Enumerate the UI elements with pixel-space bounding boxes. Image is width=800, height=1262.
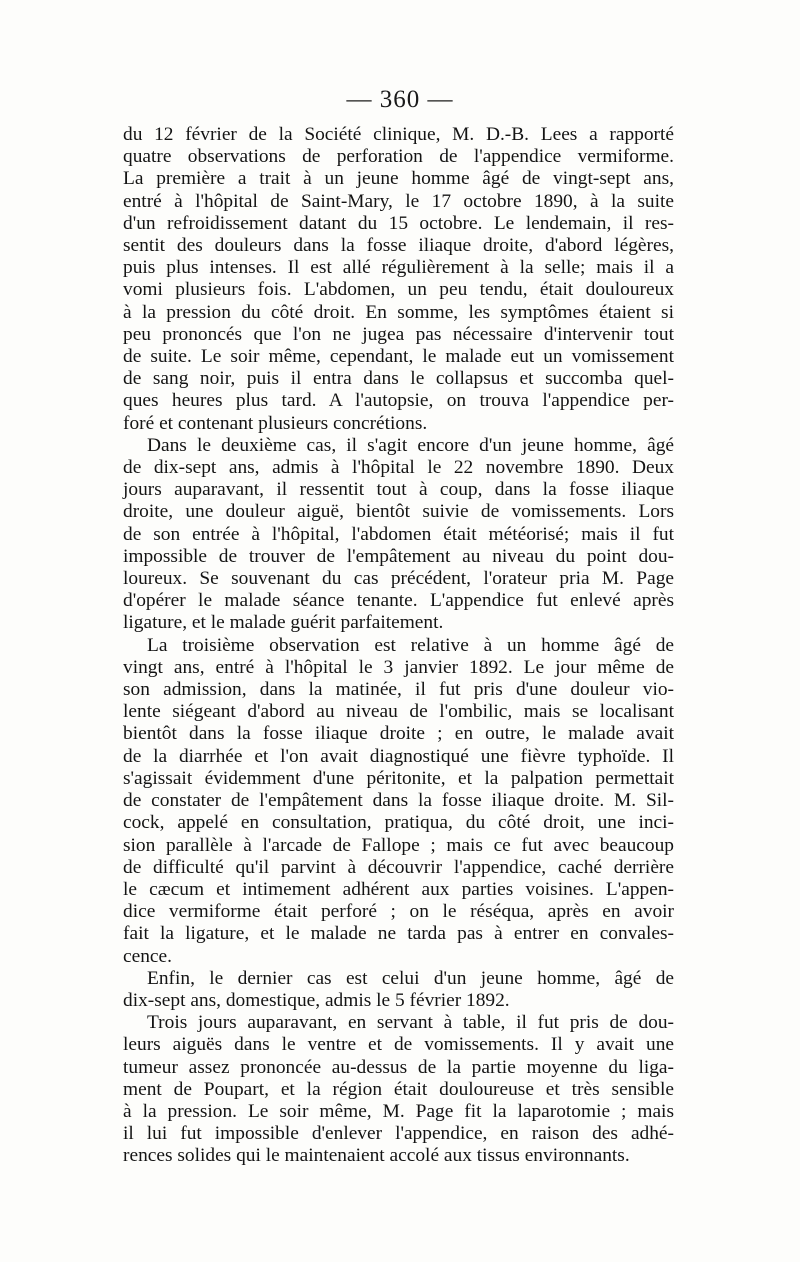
text-line: tumeur assez prononcée au-dessus de la partie moyenne du liga- [123,1056,674,1078]
text-line: son admission, dans la matinée, il fut pris d'une douleur vio- [123,679,674,701]
text-line: de la diarrhée et l'on avait diagnostiqué une fièvre typhoïde. Il [123,745,674,767]
text-line: entré à l'hôpital de Saint-Mary, le 17 octobre 1890, à la suite [123,190,674,212]
text-line: il lui fut impossible d'enlever l'appendice, en raison des adhé- [123,1123,674,1145]
text-line: sentit des douleurs dans la fosse iliaque droite, d'abord légères, [123,235,674,257]
text-line: dix-sept ans, domestique, admis le 5 février 1892. [123,989,510,1011]
text-line: lente siégeant d'abord au niveau de l'ombilic, mais se localisant [123,701,674,723]
text-line: d'opérer le malade séance tenante. L'appendice fut enlevé après [123,590,674,612]
text-line: puis plus intenses. Il est allé régulièrement à la selle; mais il a [123,257,674,279]
paragraph [123,124,674,435]
paragraph [123,968,674,1012]
page-number: — 360 — [346,86,454,113]
text-line: loureux. Se souvenant du cas précédent, l'orateur pria M. Page [123,568,674,590]
text-line: à la pression du côté droit. En somme, les symptômes étaient si [123,301,674,323]
text-line: droite, une douleur aiguë, bientôt suivie de vomissements. Lors [123,501,674,523]
body-text [123,124,674,1168]
text-line: ligature, et le malade guérit parfaitement. [123,612,444,634]
text-line: rences solides qui le maintenaient accolé aux tissus environnants. [123,1145,630,1167]
paragraph [123,635,674,968]
text-line: La première a trait à un jeune homme âgé de vingt-sept ans, [123,168,674,190]
text-line: cock, appelé en consultation, pratiqua, du côté droit, une inci- [123,812,674,834]
text-line: jours auparavant, il ressentit tout à coup, dans la fosse iliaque [123,479,674,501]
text-line: de constater de l'empâtement dans la fosse iliaque droite. M. Sil- [123,790,674,812]
text-line: vingt ans, entré à l'hôpital le 3 janvier 1892. Le jour même de [123,656,674,678]
text-line: foré et contenant plusieurs concrétions. [123,412,428,434]
text-line: quatre observations de perforation de l'appendice vermiforme. [123,146,674,168]
text-line: de sang noir, puis il entra dans le collapsus et succomba quel- [123,368,674,390]
text-line: impossible de trouver de l'empâtement au niveau du point dou- [123,545,674,567]
text-line: le cæcum et intimement adhérent aux parties voisines. L'appen- [123,878,674,900]
text-line: de son entrée à l'hôpital, l'abdomen était météorisé; mais il fut [123,523,674,545]
text-line: vomi plusieurs fois. L'abdomen, un peu tendu, était douloureux [123,279,674,301]
text-line: Trois jours auparavant, en servant à table, il fut pris de dou- [147,1012,674,1034]
text-line: peu prononcés que l'on ne jugea pas nécessaire d'intervenir tout [123,323,674,345]
paragraph [123,435,674,635]
text-line: de dix-sept ans, admis à l'hôpital le 22 novembre 1890. Deux [123,457,674,479]
text-line: Enfin, le dernier cas est celui d'un jeune homme, âgé de [147,967,674,989]
text-line: cence. [123,945,172,967]
text-line: fait la ligature, et le malade ne tarda pas à entrer en convales- [123,923,674,945]
text-line: ques heures plus tard. A l'autopsie, on trouva l'appendice per- [123,390,674,412]
text-line: de difficulté qu'il parvint à découvrir l'appendice, caché derrière [123,856,674,878]
text-line: d'un refroidissement datant du 15 octobre. Le lendemain, il res- [123,212,674,234]
text-line: dice vermiforme était perforé ; on le réséqua, après en avoir [123,901,674,923]
text-line: La troisième observation est relative à un homme âgé de [147,634,674,656]
text-line: bientôt dans la fosse iliaque droite ; en outre, le malade avait [123,723,674,745]
paragraph [123,1012,674,1167]
text-line: s'agissait évidemment d'une péritonite, et la palpation permettait [123,767,674,789]
text-line: Dans le deuxième cas, il s'agit encore d'un jeune homme, âgé [147,434,674,456]
text-line: leurs aiguës dans le ventre et de vomissements. Il y avait une [123,1034,674,1056]
text-line: à la pression. Le soir même, M. Page fit la laparotomie ; mais [123,1100,674,1122]
text-line: sion parallèle à l'arcade de Fallope ; mais ce fut avec beaucoup [123,834,674,856]
text-line: de suite. Le soir même, cependant, le malade eut un vomissement [123,346,674,368]
text-line: ment de Poupart, et la région était douloureuse et très sensible [123,1078,674,1100]
text-line: du 12 février de la Société clinique, M. D.-B. Lees a rapporté [123,124,674,145]
